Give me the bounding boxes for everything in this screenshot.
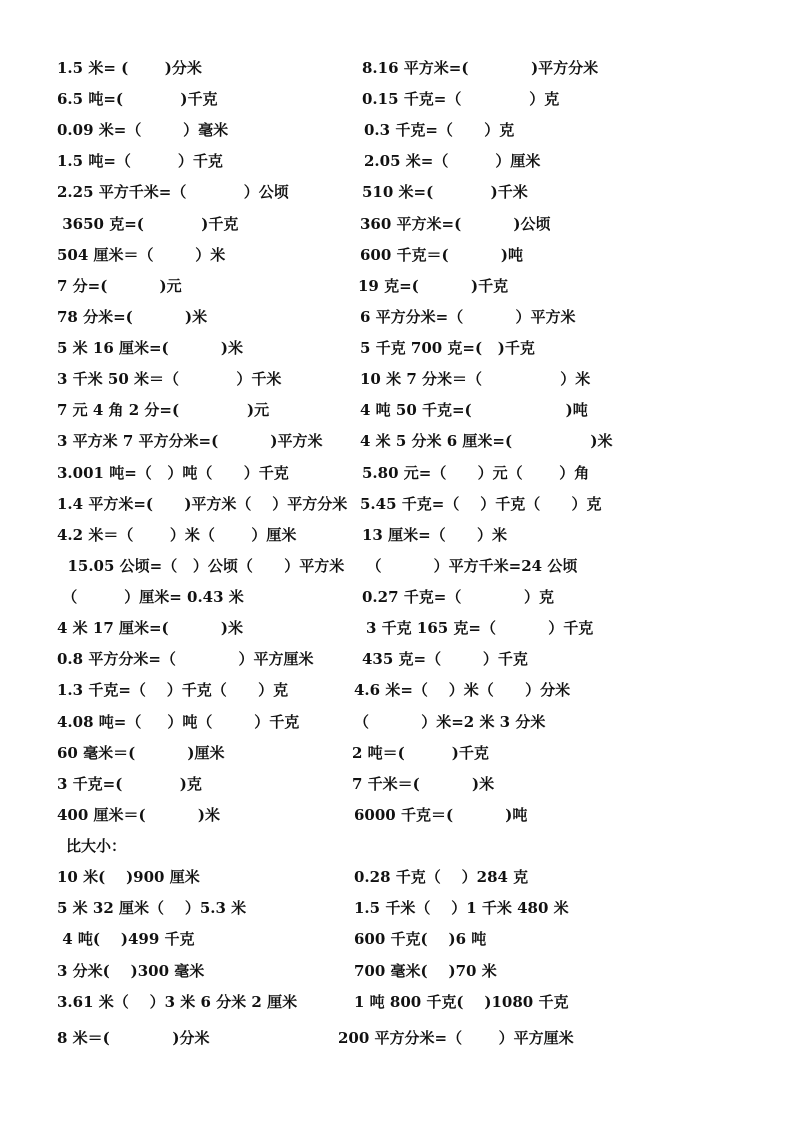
problem-left: 3 平方米 7 平方分米=( )平方米 (57, 432, 323, 450)
problem-right: 435 克=（ ）千克 (362, 650, 528, 668)
compare-heading: 比大小： (66, 837, 127, 855)
problem-left: 3.001 吨=（ ）吨（ ）千克 (57, 464, 289, 482)
compare-right: 0.28 千克（ ）284 克 (354, 868, 529, 886)
problem-left: 5 米 16 厘米=( )米 (57, 339, 243, 357)
problem-left: 1.5 吨=（ ）千克 (57, 152, 223, 170)
problem-left: 60 毫米＝( )厘米 (57, 744, 225, 762)
problem-right: 10 米 7 分米＝（ ）米 (360, 370, 591, 388)
problem-right: 5 千克 700 克=( )千克 (360, 339, 535, 357)
problem-left: 1.3 千克=（ ）千克（ ）克 (57, 681, 289, 699)
problem-left: 15.05 公顷=（ ）公顷（ ）平方米 (57, 557, 345, 575)
problem-left: 0.09 米=（ ）毫米 (57, 121, 229, 139)
problem-left: 3650 克=( )千克 (57, 215, 239, 233)
compare-left: 3 分米( )300 毫米 (57, 962, 205, 980)
problem-right: 4 吨 50 千克=( )吨 (360, 401, 588, 419)
problem-left: 7 分=( )元 (57, 277, 182, 295)
problem-right: 6000 千克＝( )吨 (354, 806, 528, 824)
problem-right: 19 克=( )千克 (358, 277, 509, 295)
compare-right: 700 毫米( )70 米 (354, 962, 497, 980)
problem-right: 600 千克＝( )吨 (360, 246, 523, 264)
problem-right: 510 米=( )千米 (362, 183, 528, 201)
problem-right: 360 平方米=( )公顷 (360, 215, 551, 233)
problem-left: 1.4 平方米=( )平方米（ ）平方分米 (57, 495, 348, 513)
problem-right: 0.27 千克=（ ）克 (362, 588, 554, 606)
compare-right: 600 千克( )6 吨 (354, 930, 487, 948)
problem-left: 3 千克=( )克 (57, 775, 202, 793)
problem-right: 0.15 千克=（ ）克 (362, 90, 560, 108)
problem-right: （ ）米=2 米 3 分米 (354, 713, 546, 731)
problem-right: 200 平方分米=（ ）平方厘米 (338, 1029, 574, 1047)
problem-left: 504 厘米＝（ ）米 (57, 246, 226, 264)
problem-left: 0.8 平方分米=（ ）平方厘米 (57, 650, 314, 668)
problem-right: 5.80 元=（ ）元（ ）角 (362, 464, 590, 482)
problem-right: 0.3 千克=（ ）克 (364, 121, 515, 139)
problem-left: 6.5 吨=( )千克 (57, 90, 218, 108)
problem-left: 4.08 吨=（ ）吨（ ）千克 (57, 713, 300, 731)
compare-right: 1.5 千米（ ）1 千米 480 米 (354, 899, 569, 917)
problem-left: 3 千米 50 米＝（ ）千米 (57, 370, 282, 388)
problem-left: 2.25 平方千米=（ ）公顷 (57, 183, 289, 201)
problem-right: 7 千米＝( )米 (352, 775, 495, 793)
compare-left: 5 米 32 厘米（ ）5.3 米 (57, 899, 247, 917)
problem-left: 8 米＝( )分米 (57, 1029, 210, 1047)
problem-right: 4 米 5 分米 6 厘米=( )米 (360, 432, 613, 450)
problem-left: 7 元 4 角 2 分=( )元 (57, 401, 270, 419)
problem-right: 4.6 米=（ ）米（ ）分米 (354, 681, 571, 699)
compare-left: 3.61 米（ ）3 米 6 分米 2 厘米 (57, 993, 298, 1011)
problem-left: 78 分米=( )米 (57, 308, 208, 326)
problem-right: 6 平方分米=（ ）平方米 (360, 308, 576, 326)
problem-right: 2.05 米=（ ）厘米 (364, 152, 541, 170)
problem-right: 2 吨＝( )千克 (352, 744, 489, 762)
problem-left: （ ）厘米= 0.43 米 (57, 588, 244, 606)
problem-left: 400 厘米＝( )米 (57, 806, 220, 824)
compare-left: 10 米( )900 厘米 (57, 868, 200, 886)
problem-left: 4 米 17 厘米=( )米 (57, 619, 243, 637)
compare-left: 4 吨( )499 千克 (57, 930, 195, 948)
problem-right: 5.45 千克=（ ）千克（ ）克 (360, 495, 602, 513)
compare-right: 1 吨 800 千克( )1080 千克 (354, 993, 569, 1011)
problem-right: 8.16 平方米=( )平方分米 (362, 59, 599, 77)
problem-right: （ ）平方千米=24 公顷 (356, 557, 578, 575)
problem-right: 3 千克 165 克=（ ）千克 (366, 619, 594, 637)
problem-right: 13 厘米=（ ）米 (362, 526, 507, 544)
problem-left: 1.5 米= ( )分米 (57, 59, 202, 77)
problem-left: 4.2 米＝（ ）米（ ）厘米 (57, 526, 297, 544)
